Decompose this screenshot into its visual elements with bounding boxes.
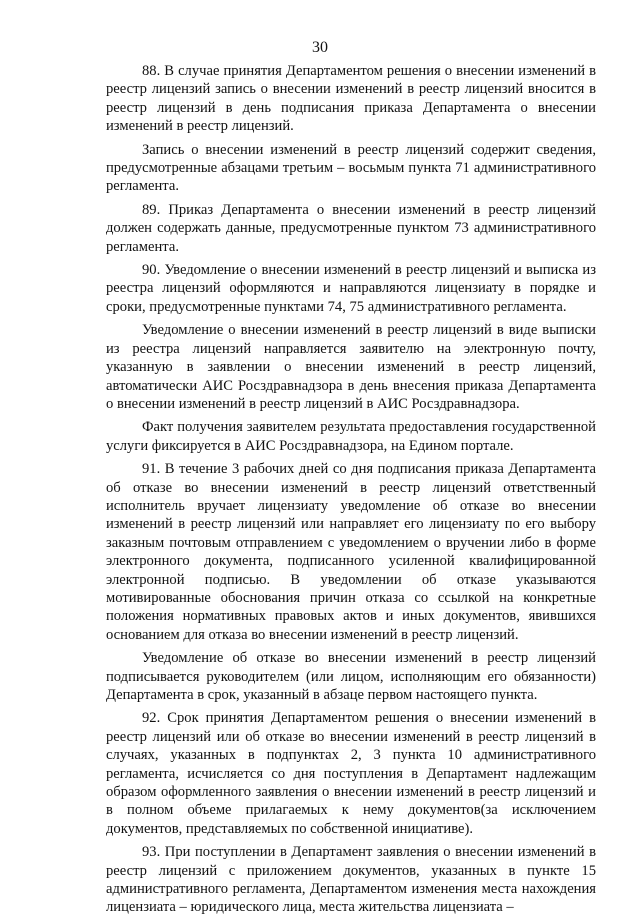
paragraph-89: 89. Приказ Департамента о внесении изменений в реестр лицензий должен содержать данные, предусмотренные пунктом 73 административного регламента.: [106, 201, 596, 255]
paragraph-91-refusal-signing: Уведомление об отказе во внесении изменений в реестр лицензий подписывается руководителем (или лицом, исполняющим его обязанности) Департамента в срок, указанный в абзаце первом настоящего пункта.: [106, 650, 596, 703]
paragraph-90: 90. Уведомление о внесении изменений в реестр лицензий и выписка из реестра лицензий оформляются и направляются лицензиату в порядке и сроки, предусмотренные пунктами 74, 75 административного регламента.: [106, 262, 596, 315]
paragraph-90-email-notice: Уведомление о внесении изменений в реестр лицензий в виде выписки из реестра лицензий направляется заявителю на электронную почту, указанную в заявлении о внесении изменений в реестр лицензий, автоматически АИС Росздравнадзора в день внесения приказа Департамента о внесении изменений в реестр лицензий в АИС Росздравнадзора.: [106, 322, 596, 412]
document-body: [106, 62, 596, 917]
paragraph-88-record-contents: Запись о внесении изменений в реестр лицензий содержит сведения, предусмотренные абзацами третьим – восьмым пункта 71 административного регламента.: [106, 141, 596, 195]
page-number: 30: [312, 39, 328, 56]
paragraph-93: 93. При поступлении в Департамент заявления о внесении изменений в реестр лицензий с приложением документов, указанных в пункте 15 административного регламента, Департаментом изменения места нахождения лицензиата – юридического лица, места жительства лицензиата –: [106, 844, 596, 916]
paragraph-90-fact-recorded: Факт получения заявителем результата предоставления государственной услуги фиксируется в АИС Росздравнадзора, на Едином портале.: [106, 419, 596, 454]
paragraph-88: 88. В случае принятия Департаментом решения о внесении изменений в реестр лицензий запись о внесении изменений в реестр лицензий вносится в реестр лицензий в день подписания приказа Департамента о внесении изменений в реестр лицензий.: [106, 63, 596, 135]
paragraph-92: 92. Срок принятия Департаментом решения о внесении изменений в реестр лицензий или об отказе во внесении изменений в реестр лицензий в случаях, указанных в подпунктах 2, 3 пункта 10 административного регламента, исчисляется со дня поступления в Департамент надлежащим образом оформленного заявления о внесении изменений в реестр лицензий и в полном объеме прилагаемых к нему документов(за исключением документов, представляемых по собственной инициативе).: [106, 710, 596, 837]
paragraph-91: 91. В течение 3 рабочих дней со дня подписания приказа Департамента об отказе во внесении изменений в реестр лицензий ответственный исполнитель вручает лицензиату уведомление об отказе во внесении изменений в реестр лицензий или направляет его лицензиату по его выбору заказным почтовым отправлением с уведомлением о вручении либо в форме электронного документа, подписанного усиленной квалифицированной электронной подписью. В уведомлении об отказе указываются мотивированные обоснования причин отказа со ссылкой на конкретные положения нормативных правовых актов и иных документов, явившихся основанием для отказа во внесении изменений в реестр лицензий.: [106, 461, 596, 643]
